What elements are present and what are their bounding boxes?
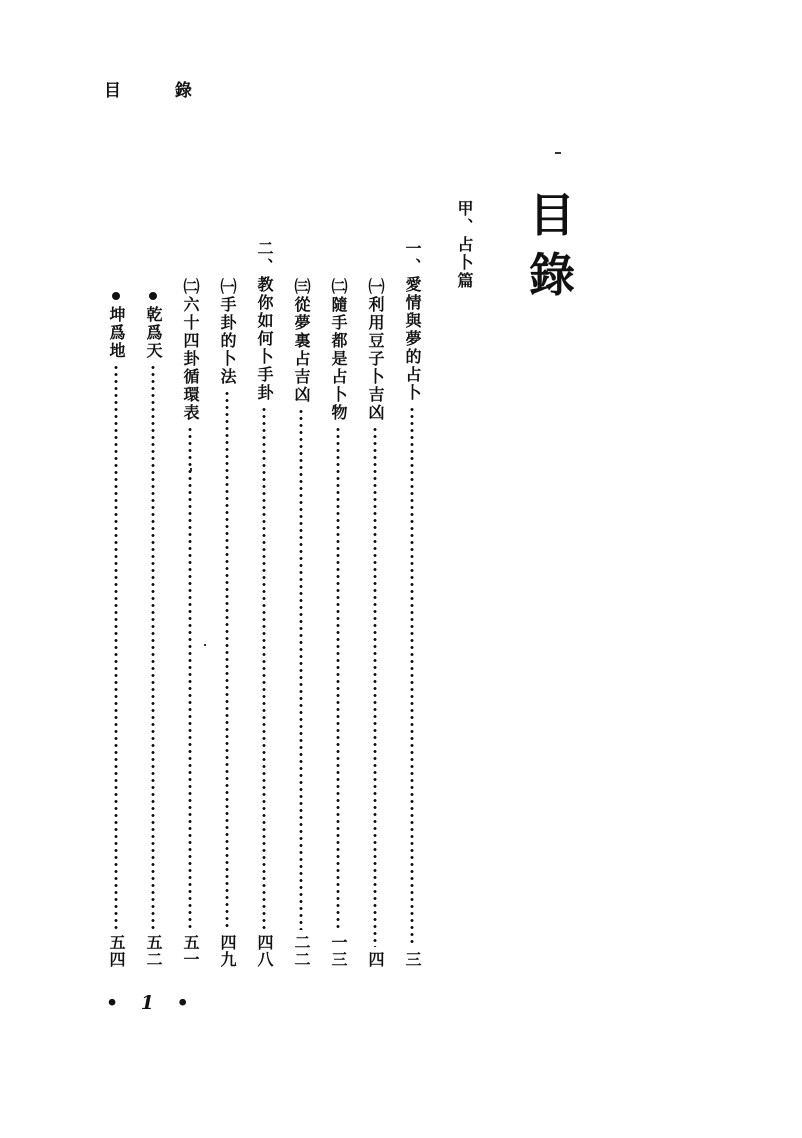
page-title (522, 188, 582, 312)
toc-entry-title: 二、教你如何卜手卦 (255, 240, 274, 402)
bullet-icon (149, 292, 157, 300)
toc-entry-title: ㈡隨手都是占卜物 (329, 278, 348, 422)
toc-entry-page: 五二 (144, 934, 163, 968)
toc-entry-page: 五一 (181, 934, 200, 968)
toc-entry-title: 一、愛情與夢的占卜 (403, 240, 422, 402)
toc-entry-page: 四 (366, 951, 385, 968)
dot-leader (262, 406, 266, 930)
toc-entry-page: 四八 (255, 934, 274, 968)
toc-entry[interactable] (252, 240, 276, 968)
toc-entry[interactable] (326, 278, 350, 968)
dot-leader (225, 390, 229, 930)
dot-leader (188, 426, 192, 930)
toc-entry-page: 一三 (329, 934, 348, 968)
toc-entry-page: 四九 (218, 934, 237, 968)
toc-entry[interactable] (215, 278, 239, 968)
dot-leader (299, 408, 303, 930)
dot-leader (114, 364, 118, 930)
page-number: • 1 • (106, 992, 197, 1014)
running-head: 目 錄 (104, 81, 216, 101)
scan-speck (555, 152, 561, 154)
toc-entry-page: 五四 (107, 934, 126, 968)
dot-leader (373, 426, 377, 947)
toc-entry-title: ㈠手卦的卜法 (218, 278, 237, 386)
dot-leader (336, 426, 340, 930)
dot-leader (151, 364, 155, 930)
toc-entry-page: 二二 (292, 934, 311, 968)
bullet-icon (112, 292, 120, 300)
toc-entry[interactable] (178, 278, 202, 968)
section-heading-text: 甲、占卜篇 (455, 200, 474, 290)
title-char-2: 錄 (529, 248, 575, 302)
toc-entry-title: ㈢從夢裏占吉凶 (292, 278, 311, 404)
toc-entry-title: 乾爲天 (144, 306, 163, 360)
section-heading (452, 200, 476, 310)
toc-entry-page: 三 (403, 951, 422, 968)
toc-entry[interactable] (363, 278, 387, 968)
scan-speck (204, 644, 206, 646)
toc-entry[interactable] (104, 292, 128, 968)
toc-entry[interactable] (400, 240, 424, 968)
scan-speck (190, 468, 192, 471)
toc-entry-title: 坤爲地 (107, 306, 126, 360)
toc-entry[interactable] (141, 292, 165, 968)
toc-entry[interactable] (289, 278, 313, 968)
title-char-1: 目 (529, 188, 575, 242)
toc-entry-title: ㈡六十四卦循環表 (181, 278, 200, 422)
toc-entry-title: ㈠利用豆子卜吉凶 (366, 278, 385, 422)
dot-leader (410, 406, 414, 947)
